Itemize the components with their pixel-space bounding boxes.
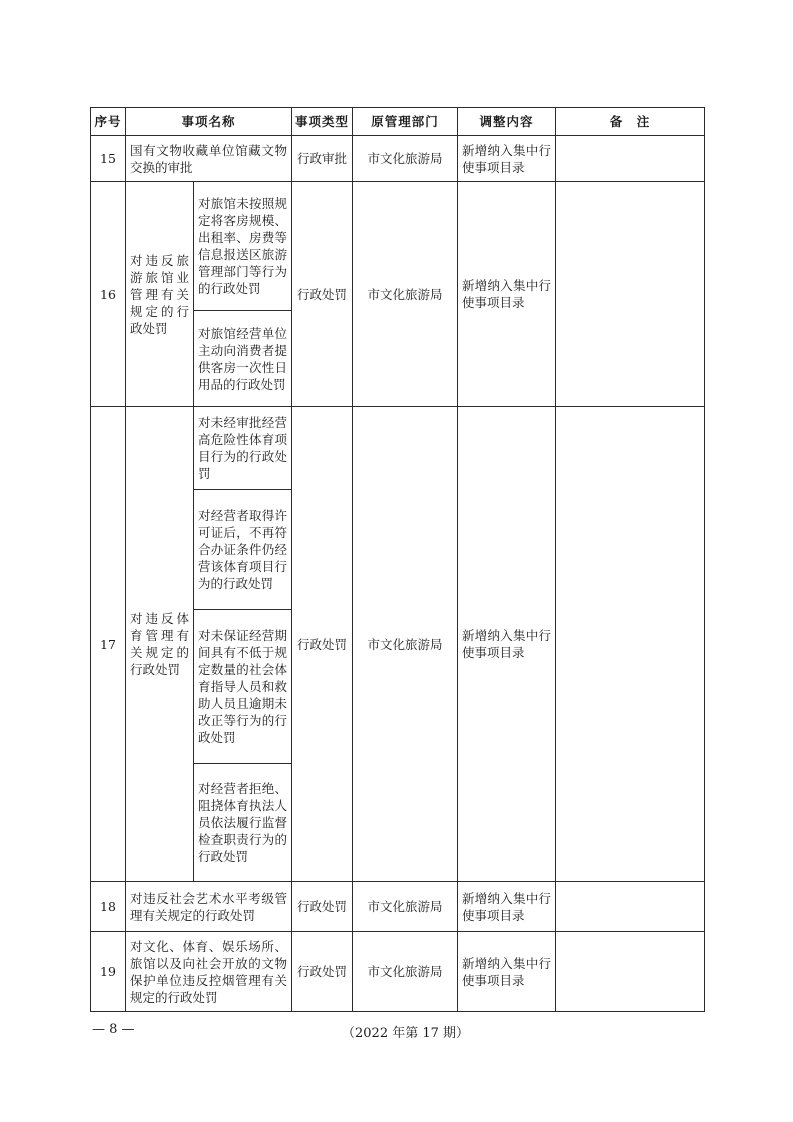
item-dept: 市文化旅游局 <box>353 407 458 882</box>
sub-item: 对经营者取得许可证后，不再符合办证条件仍经营该体育项目行为的行政处罚 <box>194 490 292 610</box>
item-name: 对文化、体育、娱乐场所、旅馆以及向社会开放的文物保护单位违反控烟管理有关规定的行政处罚 <box>126 932 292 1012</box>
row-number: 18 <box>91 882 126 932</box>
sub-item: 对旅馆未按照规定将客房规模、出租率、房费等信息报送区旅游管理部门等行为的行政处罚 <box>194 182 292 311</box>
item-type: 行政审批 <box>292 136 353 182</box>
item-note <box>556 136 705 182</box>
item-content: 新增纳入集中行使事项目录 <box>458 182 556 407</box>
item-note <box>556 932 705 1012</box>
item-content: 新增纳入集中行使事项目录 <box>458 932 556 1012</box>
header-no: 序号 <box>91 108 126 136</box>
item-note <box>556 407 705 882</box>
header-dept: 原管理部门 <box>353 108 458 136</box>
table-row <box>91 882 705 932</box>
document-page <box>90 107 704 1012</box>
row-number: 16 <box>91 182 126 407</box>
table-row <box>91 932 705 1012</box>
item-dept: 市文化旅游局 <box>353 882 458 932</box>
page-number: — 8 — <box>92 1022 135 1037</box>
item-name: 对违反旅游旅馆业管理有关规定的行政处罚 <box>126 182 194 407</box>
item-name: 对违反社会艺术水平考级管理有关规定的行政处罚 <box>126 882 292 932</box>
item-dept: 市文化旅游局 <box>353 136 458 182</box>
table-header-row <box>91 108 705 136</box>
item-content: 新增纳入集中行使事项目录 <box>458 136 556 182</box>
item-dept: 市文化旅游局 <box>353 932 458 1012</box>
sub-item: 对未经审批经营高危险性体育项目行为的行政处罚 <box>194 407 292 490</box>
header-name: 事项名称 <box>126 108 292 136</box>
items-table <box>90 107 705 1012</box>
sub-item: 对经营者拒绝、阻挠体育执法人员依法履行监督检查职责行为的行政处罚 <box>194 764 292 882</box>
item-type: 行政处罚 <box>292 407 353 882</box>
item-content: 新增纳入集中行使事项目录 <box>458 882 556 932</box>
item-type: 行政处罚 <box>292 932 353 1012</box>
item-content: 新增纳入集中行使事项目录 <box>458 407 556 882</box>
item-dept: 市文化旅游局 <box>353 182 458 407</box>
row-number: 17 <box>91 407 126 882</box>
table-row <box>91 407 705 490</box>
header-type: 事项类型 <box>292 108 353 136</box>
sub-item: 对旅馆经营单位主动向消费者提供客房一次性日用品的行政处罚 <box>194 311 292 407</box>
header-note: 备 注 <box>556 108 705 136</box>
table-row <box>91 182 705 311</box>
item-note <box>556 882 705 932</box>
item-name: 国有文物收藏单位馆藏文物交换的审批 <box>126 136 292 182</box>
header-content: 调整内容 <box>458 108 556 136</box>
row-number: 19 <box>91 932 126 1012</box>
item-type: 行政处罚 <box>292 182 353 407</box>
row-number: 15 <box>91 136 126 182</box>
sub-item: 对未保证经营期间具有不低于规定数量的社会体育指导人员和救助人员且逾期未改正等行为的行政处罚 <box>194 610 292 764</box>
table-row <box>91 136 705 182</box>
item-note <box>556 182 705 407</box>
item-name: 对违反体育管理有关规定的行政处罚 <box>126 407 194 882</box>
page-footer <box>92 1022 704 1042</box>
issue-label: （2022 年第 17 期） <box>342 1026 470 1041</box>
item-type: 行政处罚 <box>292 882 353 932</box>
